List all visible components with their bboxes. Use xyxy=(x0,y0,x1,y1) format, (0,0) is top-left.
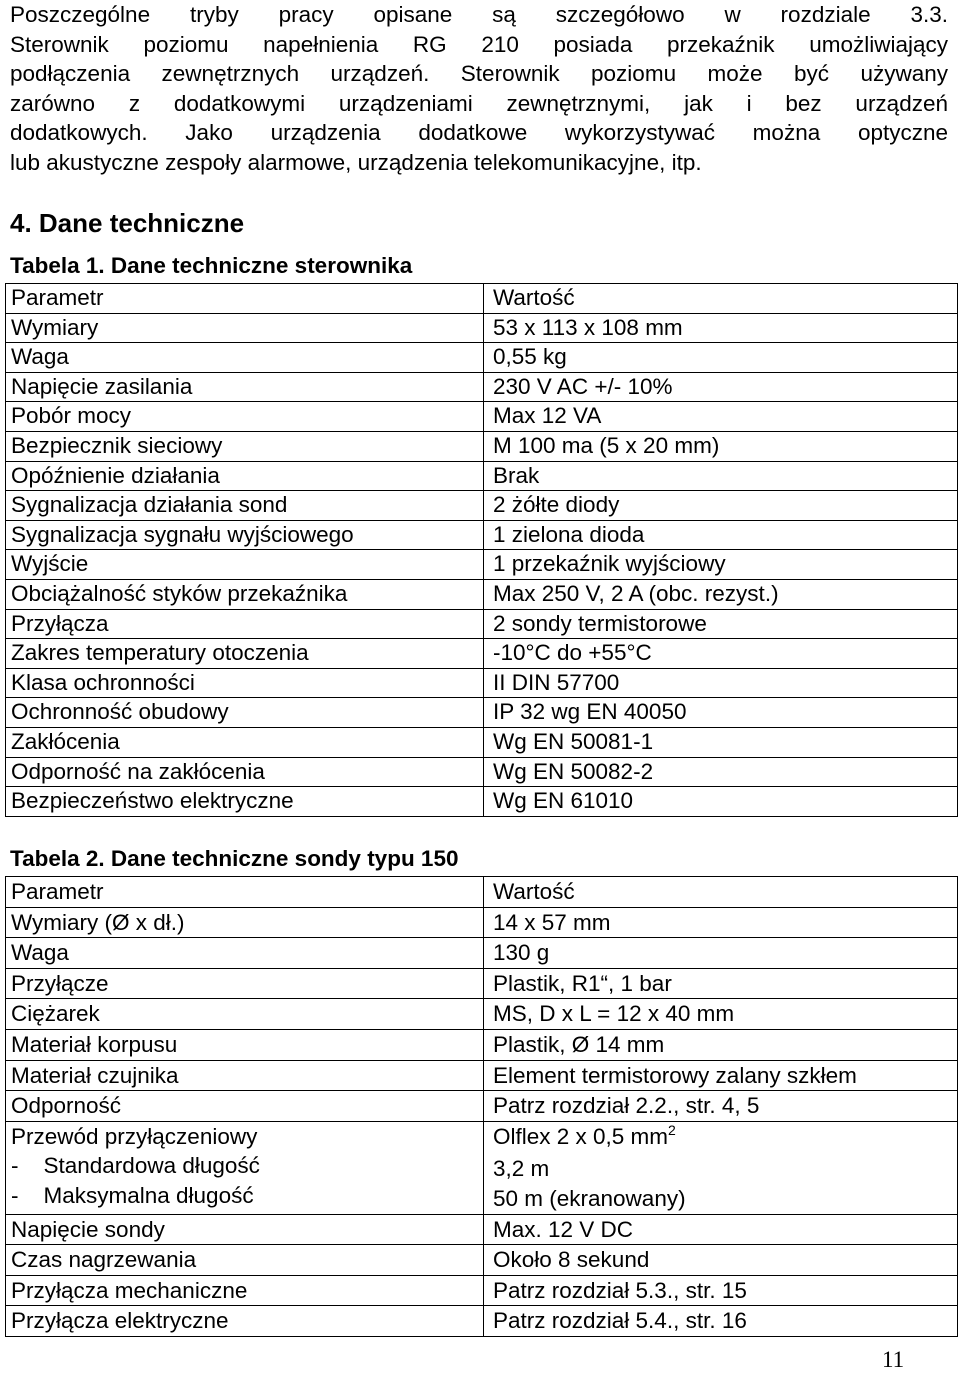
table-row xyxy=(6,938,958,969)
parameter-cell: Wyjście xyxy=(6,550,484,580)
cable-param-line: Przewód przyłączeniowy xyxy=(11,1123,258,1149)
table-row xyxy=(6,402,958,432)
value-cell: 130 g xyxy=(484,938,958,969)
value-cell: Patrz rozdział 2.2., str. 4, 5 xyxy=(484,1091,958,1122)
table-row xyxy=(6,609,958,639)
intro-line: lub akustyczne zespoły alarmowe, urządzenia telekomunikacyjne, itp. xyxy=(10,149,702,175)
value-cell: Patrz rozdział 5.4., str. 16 xyxy=(484,1306,958,1337)
value-cell: Wg EN 50081-1 xyxy=(484,727,958,757)
table-row xyxy=(6,313,958,343)
parameter-cell: Napięcie sondy xyxy=(6,1214,484,1245)
cable-value-line: 50 m (ekranowany) xyxy=(493,1185,686,1211)
intro-line: podłączenia zewnętrznych urządzeń. Sterownik poziomu może być używany xyxy=(10,61,948,87)
table-row xyxy=(6,520,958,550)
cable-value-main: Olflex 2 x 0,5 mm xyxy=(493,1123,669,1149)
table2-probe-specs xyxy=(5,876,958,1337)
table-row xyxy=(6,1029,958,1060)
value-cell: 1 przekaźnik wyjściowy xyxy=(484,550,958,580)
parameter-cell: Materiał korpusu xyxy=(6,1029,484,1060)
section-heading: 4. Dane techniczne xyxy=(10,208,245,238)
value-cell: Element termistorowy zalany szkłem xyxy=(484,1060,958,1091)
parameter-cell: Ciężarek xyxy=(6,999,484,1030)
parameter-cell: Bezpiecznik sieciowy xyxy=(6,431,484,461)
value-cell: Patrz rozdział 5.3., str. 15 xyxy=(484,1275,958,1306)
table-row xyxy=(6,968,958,999)
table-row xyxy=(6,1060,958,1091)
value-cell: 2 żółte diody xyxy=(484,491,958,521)
table-header-row xyxy=(6,877,958,908)
value-cell: 1 zielona dioda xyxy=(484,520,958,550)
table-header-row xyxy=(6,284,958,314)
parameter-cell: Wymiary xyxy=(6,313,484,343)
table-row xyxy=(6,1245,958,1276)
table-row xyxy=(6,787,958,817)
parameter-cell: Ochronność obudowy xyxy=(6,698,484,728)
parameter-cell: Napięcie zasilania xyxy=(6,372,484,402)
parameter-cell: Odporność na zakłócenia xyxy=(6,757,484,787)
value-cell: MS, D x L = 12 x 40 mm xyxy=(484,999,958,1030)
table-row xyxy=(6,431,958,461)
parameter-cell: Zakres temperatury otoczenia xyxy=(6,639,484,669)
cable-value-line: 3,2 m xyxy=(493,1156,550,1182)
value-cell: M 100 ma (5 x 20 mm) xyxy=(484,431,958,461)
parameter-cell: Przyłącze xyxy=(6,968,484,999)
table-row xyxy=(6,1275,958,1306)
table-row xyxy=(6,461,958,491)
value-cell: Wg EN 50082-2 xyxy=(484,757,958,787)
value-cell: 53 x 113 x 108 mm xyxy=(484,313,958,343)
cable-param-line: - Maksymalna długość xyxy=(11,1182,254,1208)
intro-line: Sterownik poziomu napełnienia RG 210 posiada przekaźnik umożliwiający xyxy=(10,31,948,57)
table-row xyxy=(6,491,958,521)
table-row xyxy=(6,698,958,728)
table-row xyxy=(6,1214,958,1245)
parameter-cell: Sygnalizacja działania sond xyxy=(6,491,484,521)
parameter-cell: Zakłócenia xyxy=(6,727,484,757)
parameter-cell: Waga xyxy=(6,343,484,373)
parameter-cell: Obciążalność styków przekaźnika xyxy=(6,579,484,609)
parameter-cell: Przyłącza mechaniczne xyxy=(6,1275,484,1306)
value-cell: Plastik, R1“, 1 bar xyxy=(484,968,958,999)
parameter-cell: Bezpieczeństwo elektryczne xyxy=(6,787,484,817)
value-cell: IP 32 wg EN 40050 xyxy=(484,698,958,728)
value-cell: 230 V AC +/- 10% xyxy=(484,372,958,402)
superscript: 2 xyxy=(668,1121,676,1138)
parameter-cell: Pobór mocy xyxy=(6,402,484,432)
page-number: 11 xyxy=(882,1347,905,1372)
table-row xyxy=(6,1306,958,1337)
table1-controller-specs xyxy=(5,283,958,817)
table-row xyxy=(6,550,958,580)
table-row xyxy=(6,1091,958,1122)
value-cell: Max. 12 V DC xyxy=(484,1214,958,1245)
intro-line: dodatkowych. Jako urządzenia dodatkowe wykorzystywać można optyczne xyxy=(10,120,948,146)
value-cell: 14 x 57 mm xyxy=(484,907,958,938)
table1-caption: Tabela 1. Dane techniczne sterownika xyxy=(10,253,413,278)
parameter-cell: Sygnalizacja sygnału wyjściowego xyxy=(6,520,484,550)
value-cell: Max 12 VA xyxy=(484,402,958,432)
table-row xyxy=(6,343,958,373)
value-cell xyxy=(484,1121,958,1214)
parameter-cell: Materiał czujnika xyxy=(6,1060,484,1091)
header-value: Wartość xyxy=(484,284,958,314)
parameter-cell xyxy=(6,1121,484,1214)
value-cell: -10°C do +55°C xyxy=(484,639,958,669)
header-value: Wartość xyxy=(484,877,958,908)
table-row-cable xyxy=(6,1121,958,1214)
parameter-cell: Wymiary (Ø x dł.) xyxy=(6,907,484,938)
parameter-cell: Opóźnienie działania xyxy=(6,461,484,491)
table2-caption: Tabela 2. Dane techniczne sondy typu 150 xyxy=(10,846,459,871)
table-row xyxy=(6,907,958,938)
intro-line: Poszczególne tryby pracy opisane są szczegółowo w rozdziale 3.3. xyxy=(10,2,948,27)
value-cell: II DIN 57700 xyxy=(484,668,958,698)
cable-param-line: - Standardowa długość xyxy=(11,1153,260,1179)
value-cell: Brak xyxy=(484,461,958,491)
table-row xyxy=(6,757,958,787)
table-row xyxy=(6,727,958,757)
value-cell: Wg EN 61010 xyxy=(484,787,958,817)
intro-paragraph xyxy=(10,0,948,178)
parameter-cell: Klasa ochronności xyxy=(6,668,484,698)
header-parameter: Parametr xyxy=(6,284,484,314)
value-cell: Plastik, Ø 14 mm xyxy=(484,1029,958,1060)
cable-value-line xyxy=(493,1122,957,1155)
intro-line: zarówno z dodatkowymi urządzeniami zewnętrznymi, jak i bez urządzeń xyxy=(10,90,948,116)
table-row xyxy=(6,999,958,1030)
table-row xyxy=(6,668,958,698)
header-parameter: Parametr xyxy=(6,877,484,908)
value-cell: Około 8 sekund xyxy=(484,1245,958,1276)
value-cell: 2 sondy termistorowe xyxy=(484,609,958,639)
table-row xyxy=(6,372,958,402)
table-row xyxy=(6,639,958,669)
value-cell: Max 250 V, 2 A (obc. rezyst.) xyxy=(484,579,958,609)
table-row xyxy=(6,579,958,609)
parameter-cell: Waga xyxy=(6,938,484,969)
parameter-cell: Czas nagrzewania xyxy=(6,1245,484,1276)
parameter-cell: Przyłącza elektryczne xyxy=(6,1306,484,1337)
parameter-cell: Przyłącza xyxy=(6,609,484,639)
value-cell: 0,55 kg xyxy=(484,343,958,373)
parameter-cell: Odporność xyxy=(6,1091,484,1122)
